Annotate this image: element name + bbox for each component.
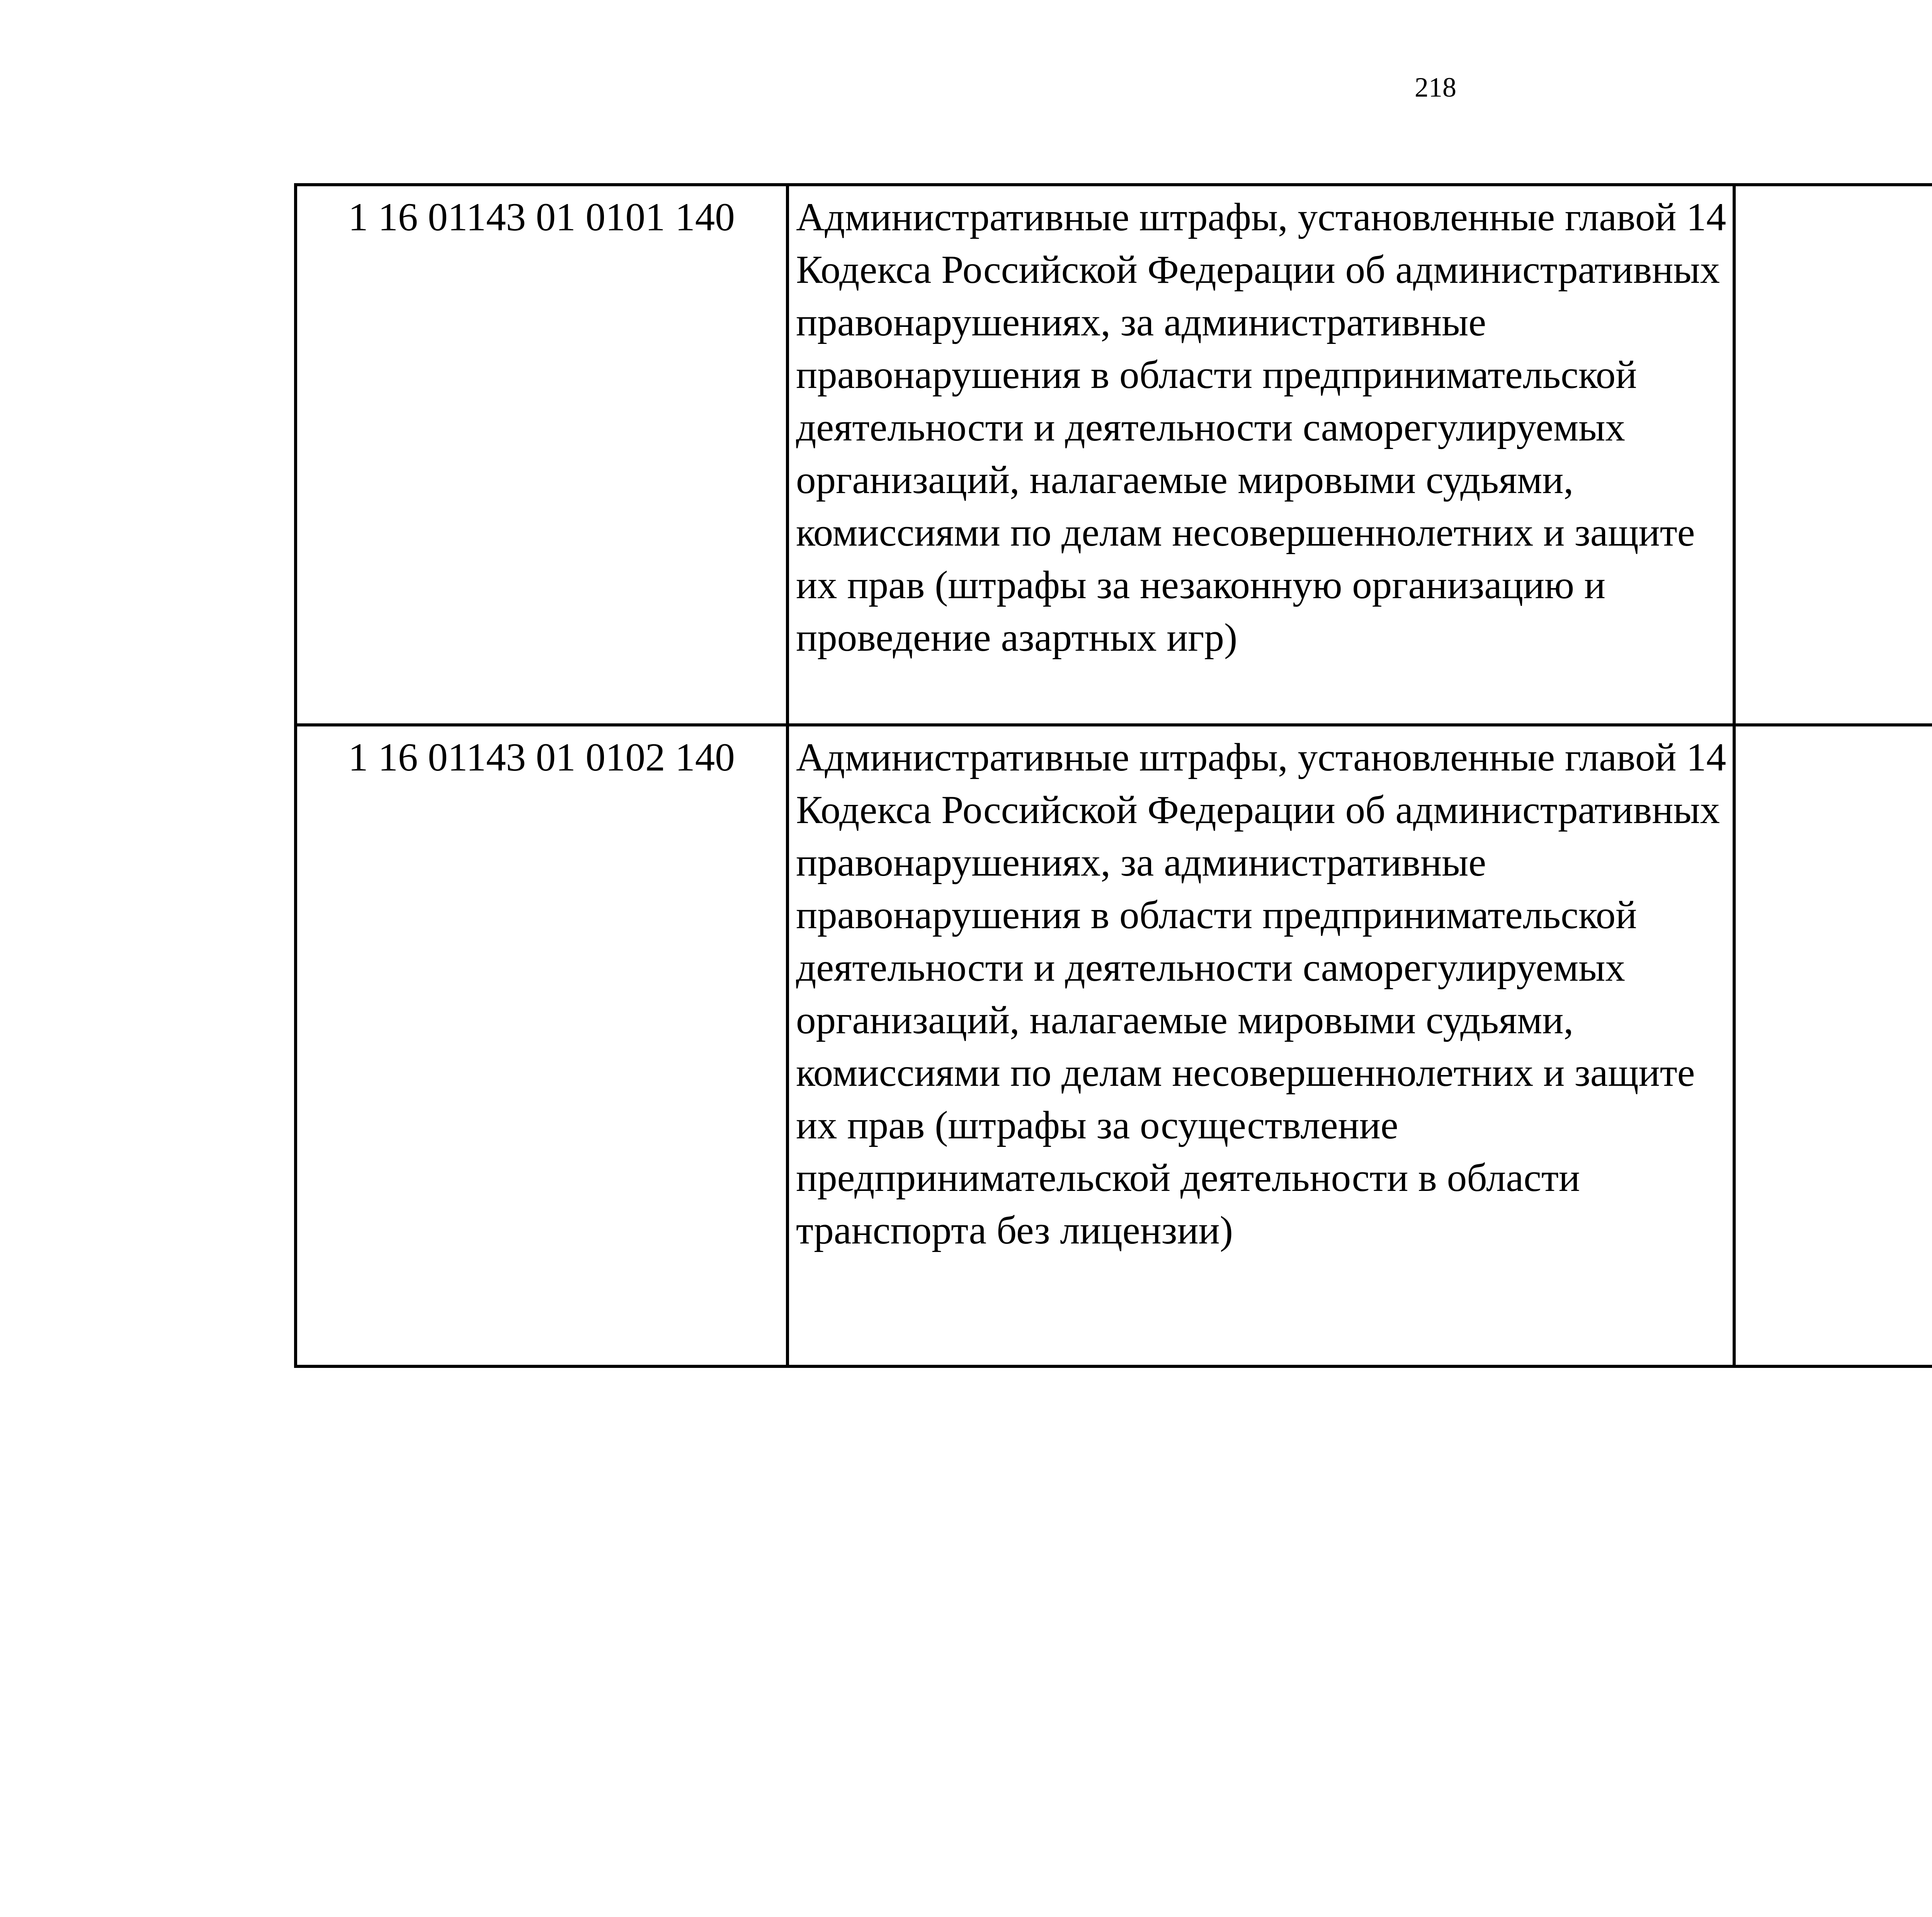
value-cell-year-1 [1734,725,1932,1366]
description-cell: Административные штрафы, установленные главой 14 Кодекса Российской Федерации об административных правонарушениях, за административные правонарушения в области предпринимательской деятельности и деятельности саморегулируемых организаций, налагаемые мировыми судьями, комиссиями по делам несовершеннолетних и защите их прав (штрафы за осуществление предпринимательской деятельности в области транспорта без лицензии) [787,725,1734,1366]
table-row [296,185,1932,725]
budget-table [294,183,1932,1368]
budget-code-cell: 1 16 01143 01 0102 140 [296,725,787,1366]
page-number: 218 [1415,72,1456,103]
table-row [296,725,1932,1366]
description-cell: Административные штрафы, установленные главой 14 Кодекса Российской Федерации об административных правонарушениях, за административные правонарушения в области предпринимательской деятельности и деятельности саморегулируемых организаций, налагаемые мировыми судьями, комиссиями по делам несовершеннолетних и защите их прав (штрафы за незаконную организацию и проведение азартных игр) [787,185,1734,725]
value-cell-year-1 [1734,185,1932,725]
budget-code-cell: 1 16 01143 01 0101 140 [296,185,787,725]
